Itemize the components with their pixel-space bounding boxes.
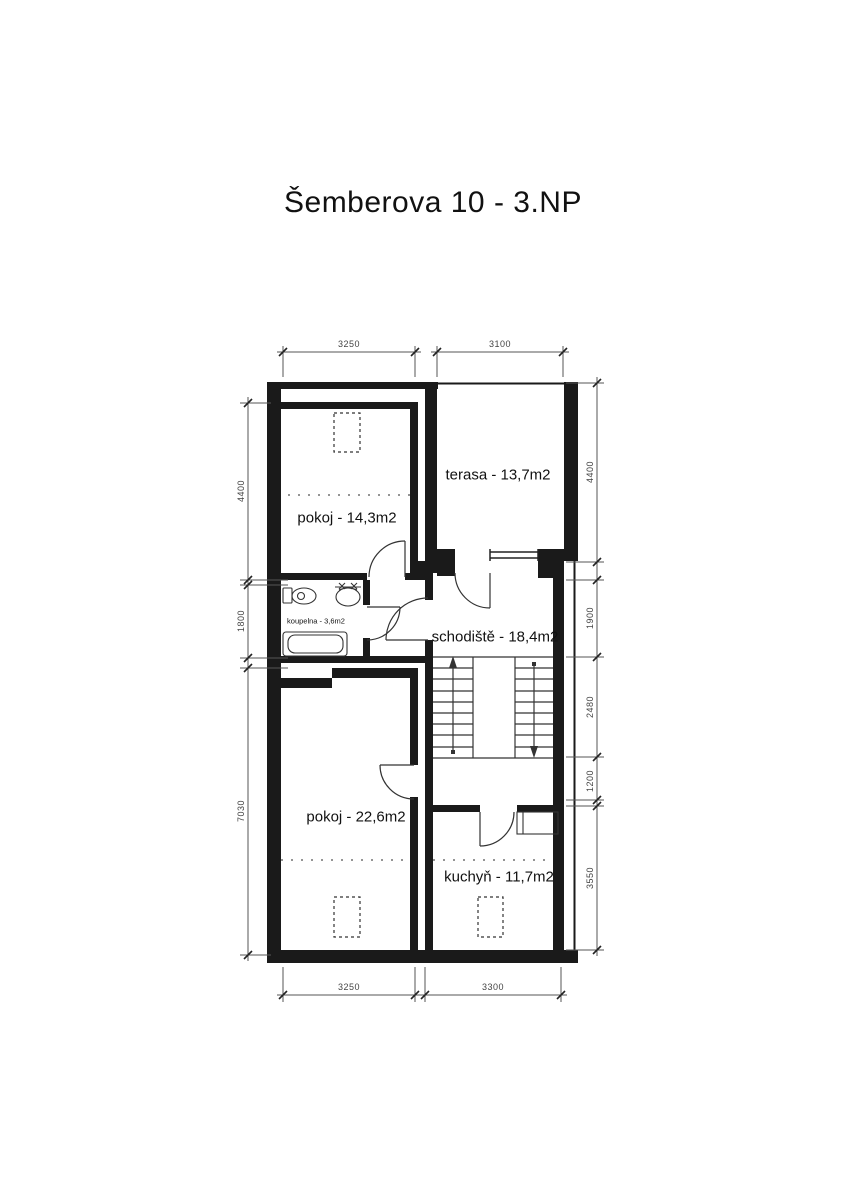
stairs-down-arrow	[530, 662, 538, 758]
room-label-terasa: terasa - 13,7m2	[445, 466, 551, 484]
page-title: Šemberova 10 - 3.NP	[284, 186, 582, 219]
room-label-pokoj-top: pokoj - 14,3m2	[297, 509, 397, 527]
dimension-ticks	[244, 348, 601, 999]
toilet-icon	[283, 588, 316, 604]
dim-bottom-left: 3250	[337, 982, 361, 992]
dim-right-1900: 1900	[585, 606, 595, 630]
skylight-pokoj-top	[334, 413, 360, 452]
dim-right-2480: 2480	[585, 695, 595, 719]
door-arc	[386, 598, 428, 640]
kitchen-counter	[517, 812, 558, 834]
door-arc	[380, 765, 414, 799]
room-label-schodiste: schodiště - 18,4m2	[431, 628, 559, 646]
dim-bottom-right: 3300	[481, 982, 505, 992]
skylight-kuchyn	[478, 897, 503, 937]
dim-left-1800: 1800	[236, 609, 246, 633]
dim-right-3550: 3550	[585, 866, 595, 890]
dimension-lines	[240, 346, 604, 1002]
room-label-pokoj-bottom: pokoj - 22,6m2	[306, 808, 406, 826]
dim-left-4400: 4400	[236, 479, 246, 503]
dim-top-left: 3250	[337, 339, 361, 349]
dim-left-7030: 7030	[236, 799, 246, 823]
sink-icon	[335, 583, 361, 606]
dim-top-right: 3100	[488, 339, 512, 349]
dim-right-1200: 1200	[585, 769, 595, 793]
skylight-pokoj-bottom	[334, 897, 360, 937]
stairs-up-arrow	[449, 656, 457, 754]
door-arc	[455, 573, 490, 608]
room-label-kuchyn: kuchyň - 11,7m2	[444, 868, 554, 886]
door-arc	[369, 541, 405, 577]
staircase	[433, 656, 553, 758]
door-arc	[367, 607, 400, 640]
bathtub-icon	[283, 632, 347, 656]
window	[490, 549, 538, 561]
doors	[367, 541, 514, 846]
room-label-koupelna: koupelna - 3,6m2	[287, 616, 345, 626]
dim-right-4400: 4400	[585, 460, 595, 484]
door-arc	[480, 812, 514, 846]
